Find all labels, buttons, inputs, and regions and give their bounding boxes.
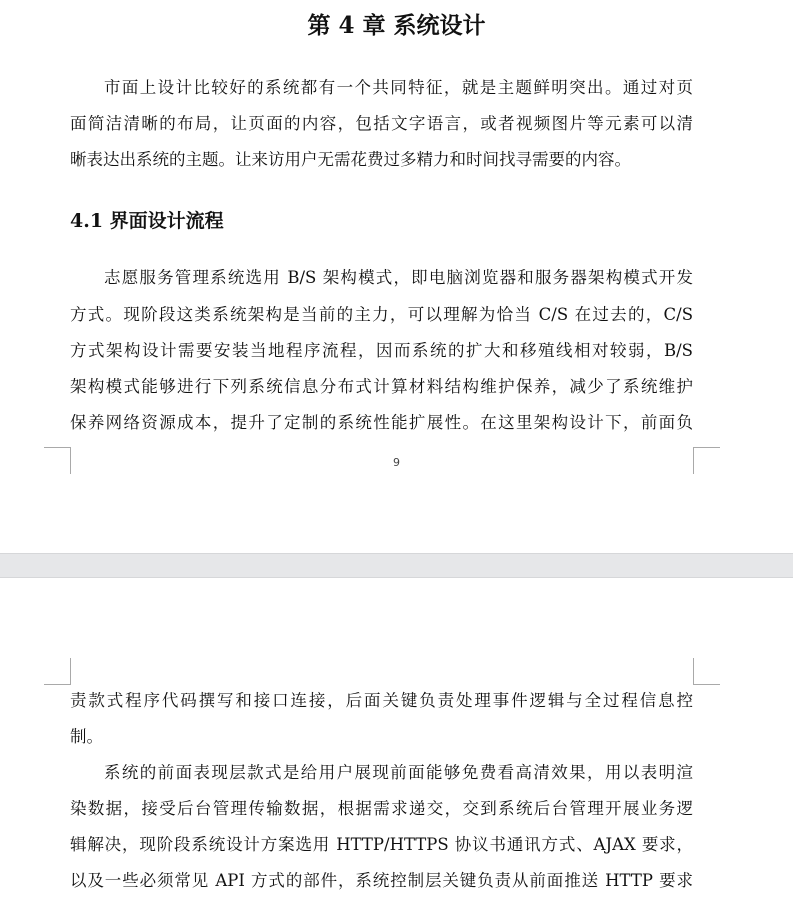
paragraph-line: 面简洁清晰的布局，让页面的内容，包括文字语言，或者视频图片等元素可以清 <box>70 114 693 133</box>
chapter-title: 第 4 章 系统设计 <box>307 12 486 39</box>
margin-corner-mark <box>693 658 720 685</box>
paragraph-line: 方式。现阶段这类系统架构是当前的主力，可以理解为恰当 C/S 在过去的，C/S <box>70 305 693 324</box>
document-page-10 <box>0 578 793 903</box>
paragraph-line: 志愿服务管理系统选用 B/S 架构模式，即电脑浏览器和服务器架构模式开发 <box>104 268 693 287</box>
page-number: 9 <box>393 456 400 469</box>
paragraph-line: 市面上设计比较好的系统都有一个共同特征，就是主题鲜明突出。通过对页 <box>104 78 693 97</box>
paragraph-line: 以及一些必须常见 API 方式的部件，系统控制层关键负责从前面推送 HTTP 要求 <box>70 871 693 890</box>
paragraph-line: 架构模式能够进行下列系统信息分布式计算材料结构维护保养，减少了系统维护 <box>70 377 693 396</box>
paragraph-line: 责款式程序代码撰写和接口连接，后面关键负责处理事件逻辑与全过程信息控 <box>70 691 693 710</box>
paragraph-line: 保养网络资源成本，提升了定制的系统性能扩展性。在这里架构设计下，前面负 <box>70 413 693 432</box>
paragraph-line: 制。 <box>70 727 103 746</box>
section-title: 4.1 界面设计流程 <box>70 210 224 232</box>
paragraph-line: 辑解决，现阶段系统设计方案选用 HTTP/HTTPS 协议书通讯方式、AJAX 要求， <box>70 835 693 854</box>
paragraph-line: 染数据，接受后台管理传输数据，根据需求递交，交到系统后台管理开展业务逻 <box>70 799 693 818</box>
paragraph-line: 系统的前面表现层款式是给用户展现前面能够免费看高清效果，用以表明渲 <box>104 763 693 782</box>
paragraph-line: 方式架构设计需要安装当地程序流程，因而系统的扩大和移殖线相对较弱，B/S <box>70 341 693 360</box>
paragraph-line: 晰表达出系统的主题。让来访用户无需花费过多精力和时间找寻需要的内容。 <box>70 150 631 169</box>
margin-corner-mark <box>44 658 71 685</box>
page-gap <box>0 553 793 578</box>
